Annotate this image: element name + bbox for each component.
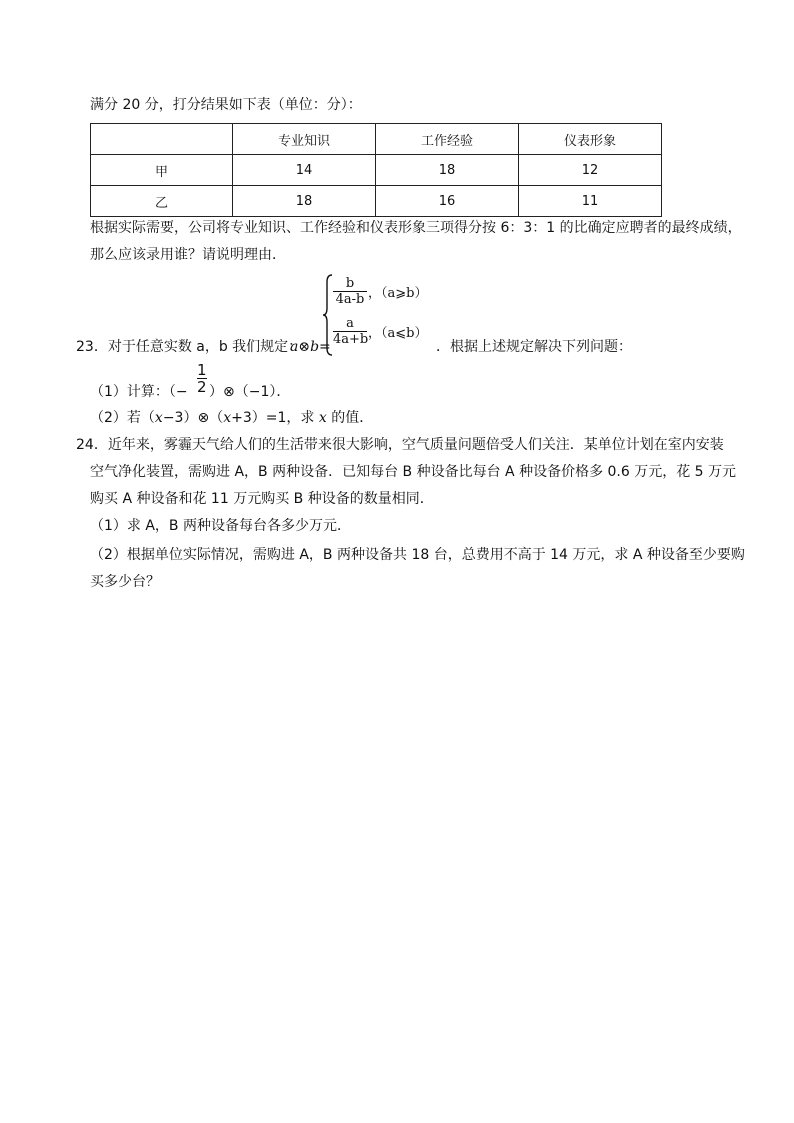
table-header-cell <box>91 124 233 155</box>
half-fraction <box>197 362 207 395</box>
case1-denominator: 4a-b <box>333 291 367 307</box>
q23-part1-end: ）⊗（−1）． <box>209 384 291 400</box>
table-cell: 乙 <box>91 186 233 217</box>
q24-line-2: 空气净化装置，需购进 A，B 两种设备．已知每台 B 种设备比每台 A 种设备价格多 0.6 万元，花 5 万元 <box>90 464 737 480</box>
half-numerator: 1 <box>197 361 207 379</box>
q23-part2-b: −3）⊗（ <box>162 410 224 426</box>
q24-line-6: 买多少台？ <box>90 574 160 590</box>
var-x: x <box>318 410 327 426</box>
q24-line-1: 24．近年来，雾霾天气给人们的生活带来很大影响，空气质量问题倍受人们关注．某单位计划在室内安装 <box>76 437 724 453</box>
table-header-row <box>91 124 662 155</box>
case2-denominator: 4a+b <box>333 332 369 347</box>
q24-line-5: （2）根据单位实际情况，需购进 A，B 两种设备共 18 台，总费用不高于 14 万元，求 A 种设备至少要购 <box>90 547 745 563</box>
half-denominator: 2 <box>197 378 207 396</box>
table-row <box>91 155 662 186</box>
var-x: x <box>154 410 163 426</box>
q23-part1-start: （1）计算：（− <box>90 384 188 400</box>
table-row <box>91 186 662 217</box>
table-cell: 18 <box>375 155 518 186</box>
q24-line-3: 购买 A 种设备和花 11 万元购买 B 种设备的数量相同． <box>90 491 434 507</box>
q22-text-line-2: 那么应该录用谁？请说明理由． <box>90 247 286 263</box>
q23-part2-c: +3）=1，求 <box>231 410 319 426</box>
case1-fraction <box>333 276 367 307</box>
var-x: x <box>223 410 232 426</box>
q23-part2-d: 的值． <box>326 410 374 426</box>
q23-suffix: ．根据上述规定解决下列问题： <box>436 339 632 355</box>
table-header-cell: 仪表形象 <box>518 124 661 155</box>
score-table <box>90 123 662 217</box>
table-cell: 12 <box>518 155 661 186</box>
case2-numerator: a <box>346 316 354 331</box>
case2-condition: ，（a⩽b） <box>368 326 428 341</box>
table-cell: 14 <box>232 155 375 186</box>
q22-text-line-1: 根据实际需要，公司将专业知识、工作经验和仪表形象三项得分按 6：3：1 的比确定应聘者的最终成绩， <box>90 220 742 236</box>
case1-numerator: b <box>345 276 355 291</box>
table-header-cell: 工作经验 <box>375 124 518 155</box>
table-header-cell: 专业知识 <box>232 124 375 155</box>
q24-line-4: （1）求 A，B 两种设备每台各多少万元． <box>90 518 351 534</box>
table-cell: 11 <box>518 186 661 217</box>
table-cell: 16 <box>375 186 518 217</box>
table-cell: 甲 <box>91 155 233 186</box>
q23-prefix: 23．对于任意实数 a，b 我们规定： <box>76 339 303 355</box>
case2-fraction <box>333 316 367 347</box>
table-cell: 18 <box>232 186 375 217</box>
q23-part2-a: （2）若（ <box>90 410 155 426</box>
score-intro: 满分 20 分，打分结果如下表（单位：分）： <box>90 97 362 113</box>
case1-condition: ，（a⩾b） <box>368 286 428 301</box>
q23-operator: a⊗b= <box>290 339 331 355</box>
q23-part2 <box>90 408 373 428</box>
